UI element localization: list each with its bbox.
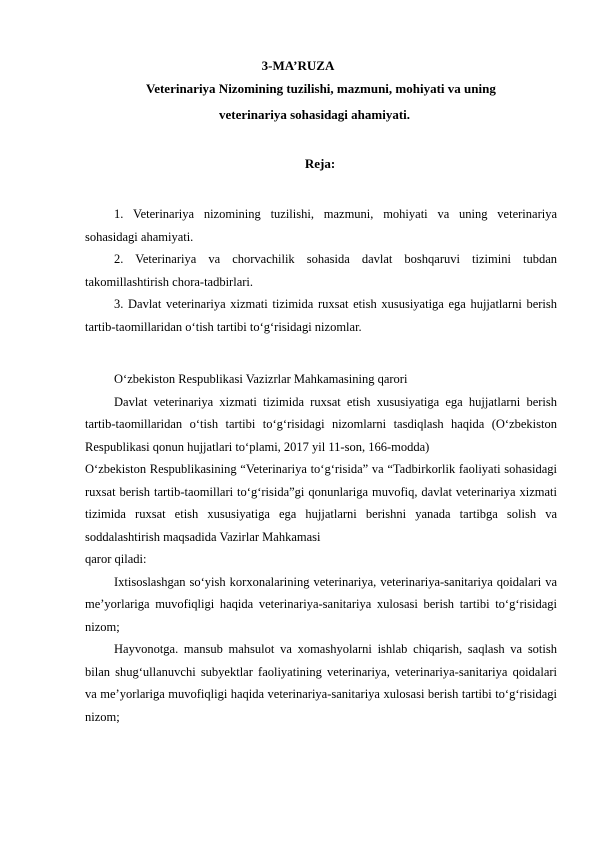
lecture-subtitle-line-1: Veterinariya Nizomining tuzilishi, mazmuni, mohiyati va uning <box>146 81 496 96</box>
regulation-item-1: Ixtisoslashgan so‘yish korxonalarining veterinariya, veterinariya-sanitariya qoidalari va me’yorlariga muvofiqligi haqida veterinariya-sanitariya xulosasi berish tartibi to‘g‘risidagi nizom; <box>85 574 557 634</box>
plan-heading: Reja: <box>304 156 336 171</box>
lecture-subtitle-line-2: veterinariya sohasidagi ahamiyati. <box>219 107 411 122</box>
resolution-section <box>85 368 557 728</box>
resolution-paragraph-2: O‘zbekiston Respublikasining “Veterinariya to‘g‘risida” va “Tadbirkorlik faoliyati sohasidagi ruxsat berish tartib-taomillari to‘g‘risida”gi qonunlariga muvofiq, davlat veterinariya xizmati tizimida ruxsat etish xususiyatiga ega hujjatlarni berishni yanada tartibga solish va soddalashtirish maqsadida Vazirlar Mahkamasi <box>85 462 557 544</box>
plan-item-1: 1. Veterinariya nizomining tuzilishi, mazmuni, mohiyati va uning veterinariya sohasidagi ahamiyati. <box>85 207 557 244</box>
regulation-item-2: Hayvonotga. mansub mahsulot va xomashyolarni ishlab chiqarish, saqlash va sotish bilan shug‘ullanuvchi subyektlar faoliyatining veterinariya, veterinariya-sanitariya qoidalari va me’yorlariga muvofiqligi haqida veterinariya-sanitariya xulosasi berish tartibi to‘g‘risidagi nizom; <box>85 642 557 724</box>
plan-item-3: 3. Davlat veterinariya xizmati tizimida ruxsat etish xususiyatiga ega hujjatlarni berish tartib-taomillaridan o‘tish tartibi to‘g‘risidagi nizomlar. <box>85 297 557 334</box>
plan-item-2: 2. Veterinariya va chorvachilik sohasida davlat boshqaruvi tizimini tubdan takomillashtirish chora-tadbirlari. <box>85 252 557 289</box>
resolution-paragraph-1: Davlat veterinariya xizmati tizimida ruxsat etish xususiyatiga ega hujjatlarni berish tartib-taomillaridan o‘tish tartibi to‘g‘risidagi nizomlarni tasdiqlash haqida (O‘zbekiston Respublikasi qonun hujjatlari to‘plami, 2017 yil 11-son, 166-modda) <box>85 394 557 454</box>
resolution-decision: qaror qiladi: <box>85 552 147 566</box>
lecture-title: 3-MA’RUZA <box>261 58 335 73</box>
resolution-heading: O‘zbekiston Respublikasi Vazizrlar Mahkamasining qarori <box>114 372 408 386</box>
plan-list <box>85 203 557 338</box>
